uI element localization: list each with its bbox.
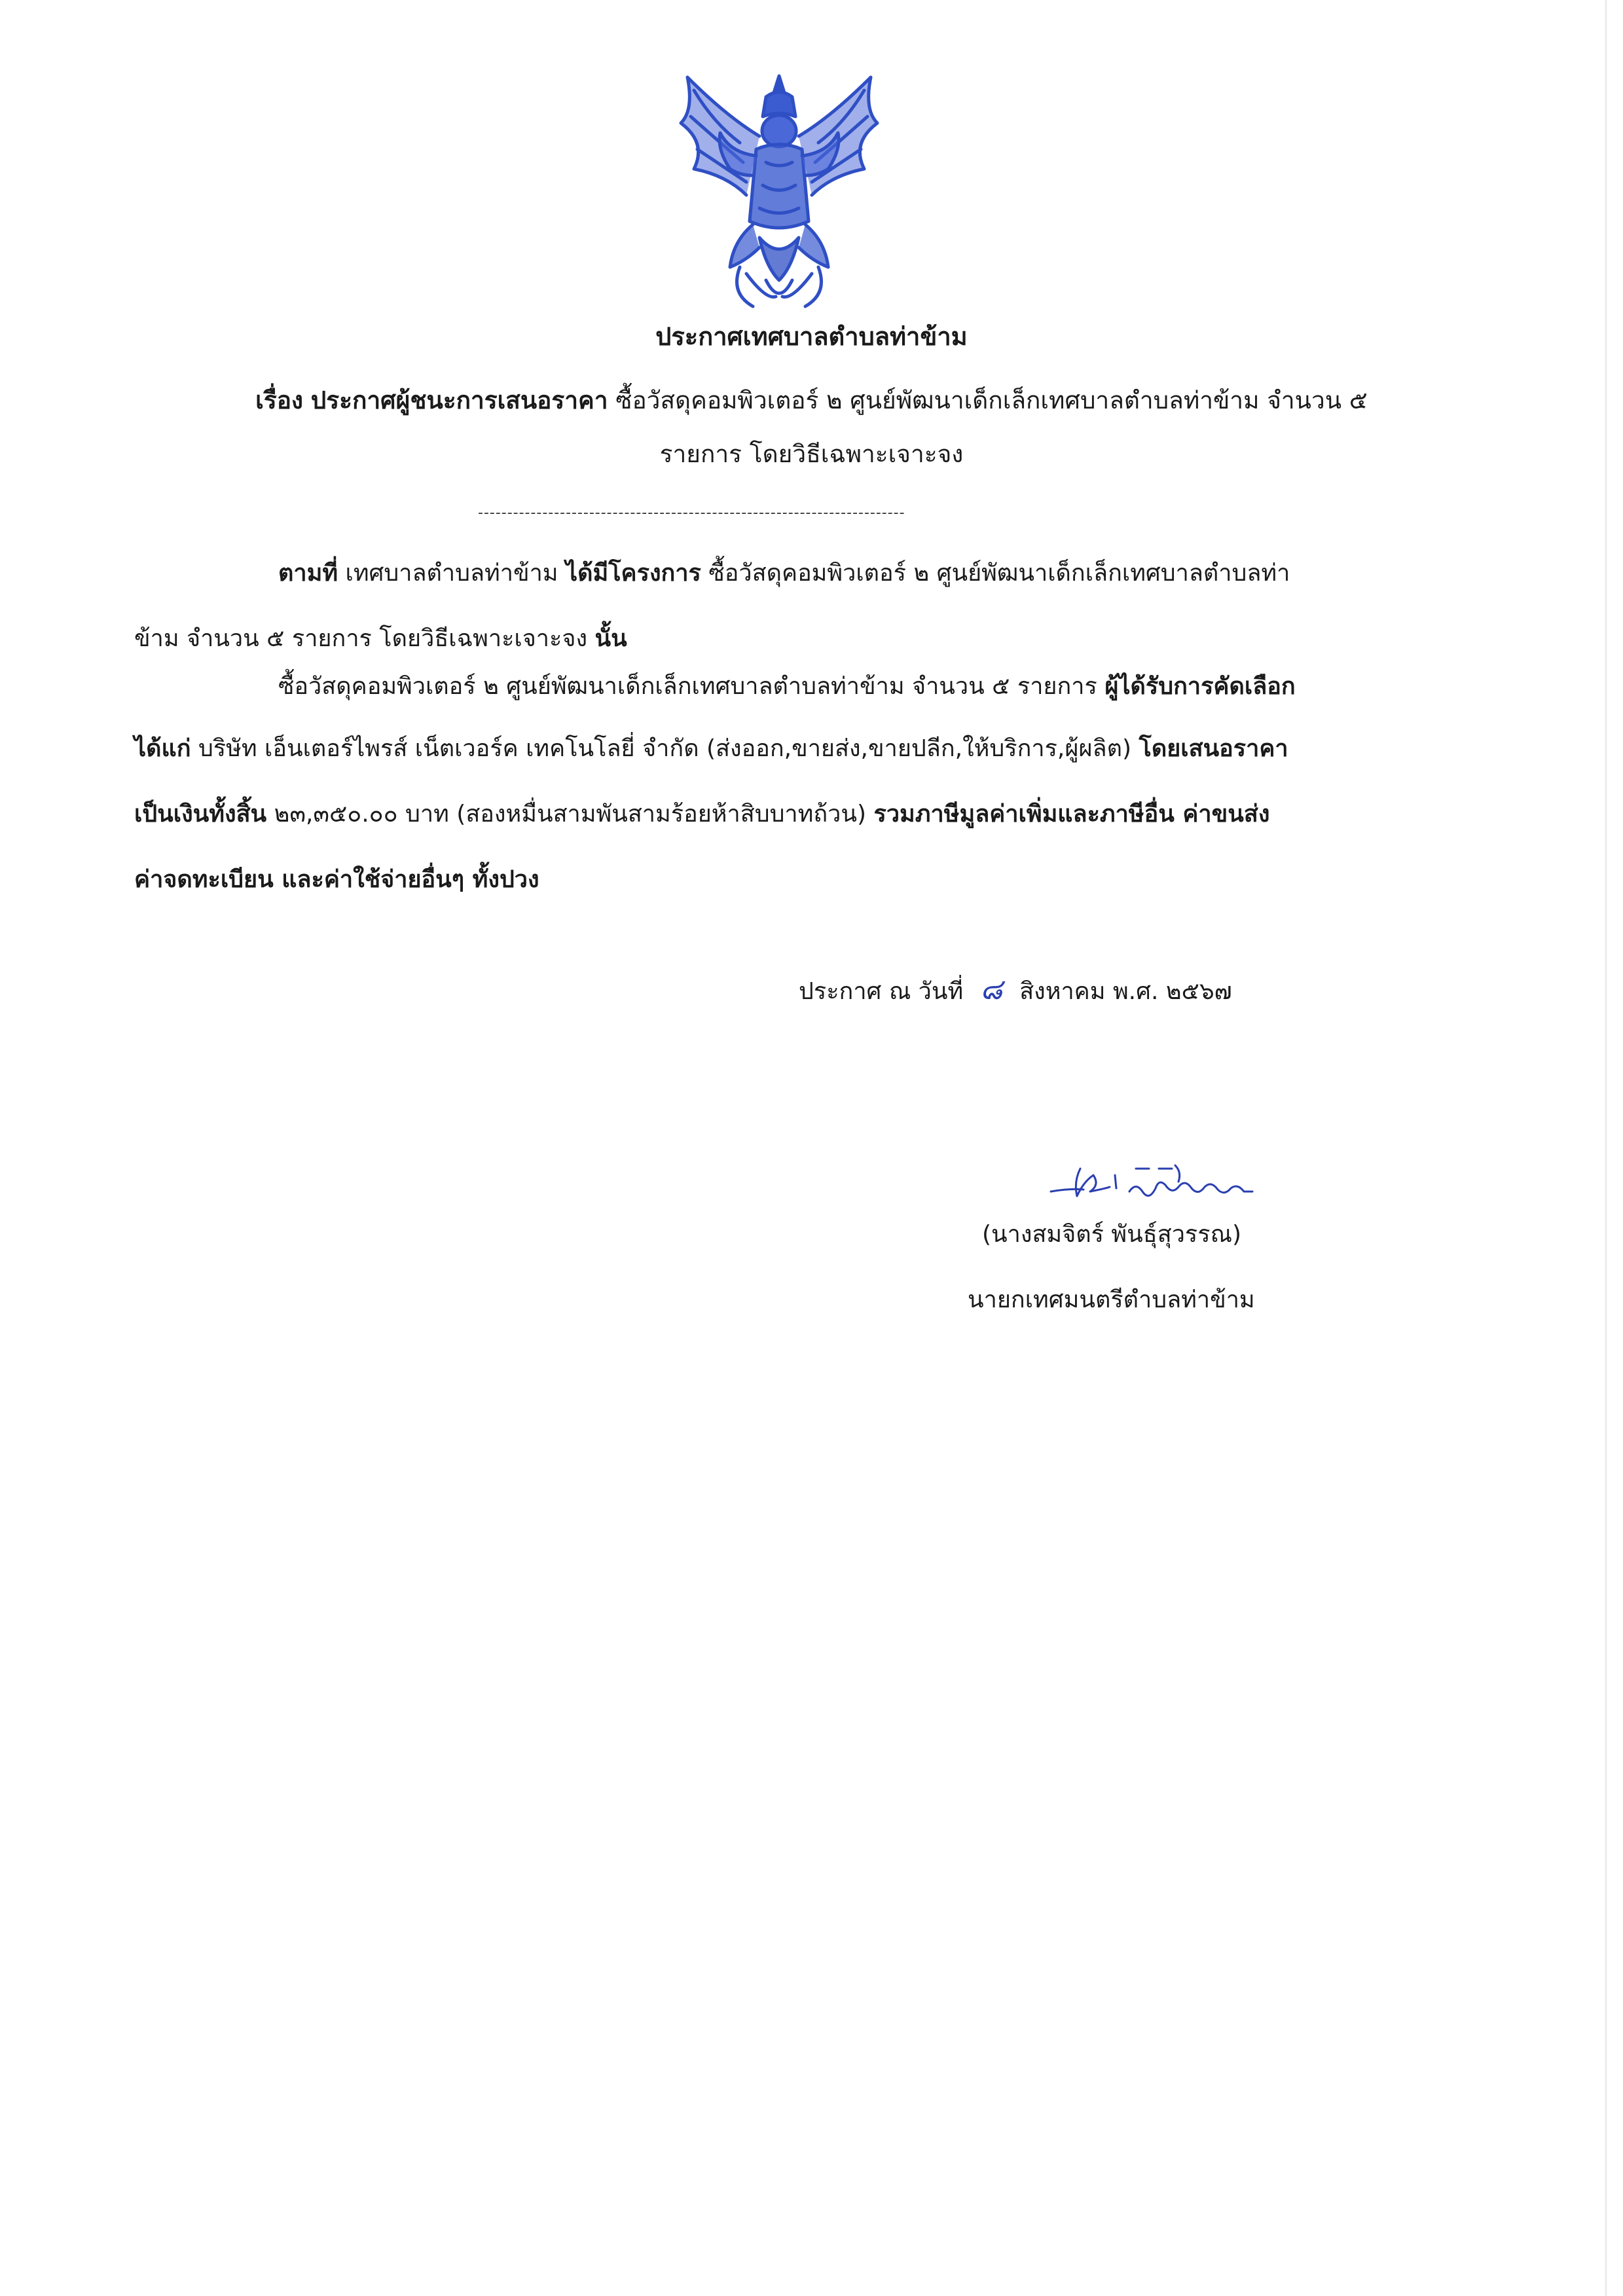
divider: ------------------------------------------------------------------------- <box>478 505 905 521</box>
paragraph-2-line-3 <box>134 799 1269 830</box>
paragraph-2-line-2 <box>134 733 1288 765</box>
p1-text-project: ซื้อวัสดุคอมพิวเตอร์ ๒ ศูนย์พัฒนาเด็กเล็กเทศบาลตำบลท่า <box>708 560 1290 587</box>
paragraph-1-line-2 <box>134 623 627 655</box>
subject-bold: ประกาศผู้ชนะการเสนอราคา <box>310 386 608 414</box>
signer-position: นายกเทศมนตรีตำบลท่าข้าม <box>968 1286 1255 1313</box>
handwritten-signature <box>1044 1156 1260 1214</box>
p2-label-winner: ได้แก่ <box>134 735 191 762</box>
p2-text-item: ซื้อวัสดุคอมพิวเตอร์ ๒ ศูนย์พัฒนาเด็กเล็กเทศบาลตำบลท่าข้าม จำนวน ๕ รายการ <box>278 673 1097 700</box>
date-day-handwritten: ๘ <box>980 973 1003 1006</box>
p1-label-tamthi: ตามที่ <box>278 560 338 587</box>
p2-amount: ๒๓,๓๕๐.๐๐ บาท (สองหมื่นสามพันสามร้อยห้าสิบบาทถ้วน) <box>274 801 867 828</box>
paragraph-2-line-1 <box>278 671 1296 702</box>
p2-label-offer: โดยเสนอราคา <box>1139 735 1288 762</box>
garuda-emblem-icon <box>668 71 890 314</box>
p1-label-project: ได้มีโครงการ <box>566 560 701 587</box>
p1-text-municipality: เทศบาลตำบลท่าข้าม <box>345 560 558 587</box>
p1-line2-end: นั้น <box>594 625 627 652</box>
announcement-date <box>799 974 1232 1008</box>
p1-line2-text: ข้าม จำนวน ๕ รายการ โดยวิธีเฉพาะเจาะจง <box>134 625 588 652</box>
subject-line-1 <box>0 385 1623 416</box>
p2-label-selected: ผู้ได้รับการคัดเลือก <box>1104 673 1296 700</box>
p2-label-total: เป็นเงินทั้งสิ้น <box>134 801 267 828</box>
document-title: ประกาศเทศบาลตำบลท่าข้าม <box>655 322 968 351</box>
paragraph-2-line-4: ค่าจดทะเบียน และค่าใช้จ่ายอื่นๆ ทั้งปวง <box>134 866 539 893</box>
subject-label: เรื่อง <box>255 386 303 414</box>
paragraph-1-line-1 <box>278 558 1290 589</box>
p2-label-vat: รวมภาษีมูลค่าเพิ่มและภาษีอื่น ค่าขนส่ง <box>873 801 1270 828</box>
date-prefix: ประกาศ ณ วันที่ <box>799 978 964 1005</box>
subject-line-2: รายการ โดยวิธีเฉพาะเจาะจง <box>659 440 964 468</box>
date-month-year: สิงหาคม พ.ศ. ๒๕๖๗ <box>1019 978 1232 1005</box>
subject-text: ซื้อวัสดุคอมพิวเตอร์ ๒ ศูนย์พัฒนาเด็กเล็กเทศบาลตำบลท่าข้าม จำนวน ๕ <box>615 386 1368 414</box>
p2-company: บริษัท เอ็นเตอร์ไพรส์ เน็ตเวอร์ค เทคโนโลยี่ จำกัด (ส่งออก,ขายส่ง,ขายปลีก,ให้บริการ,ผู้ผลิต) <box>198 735 1132 762</box>
signer-name: (นางสมจิตร์ พันธุ์สุวรรณ) <box>982 1221 1242 1248</box>
